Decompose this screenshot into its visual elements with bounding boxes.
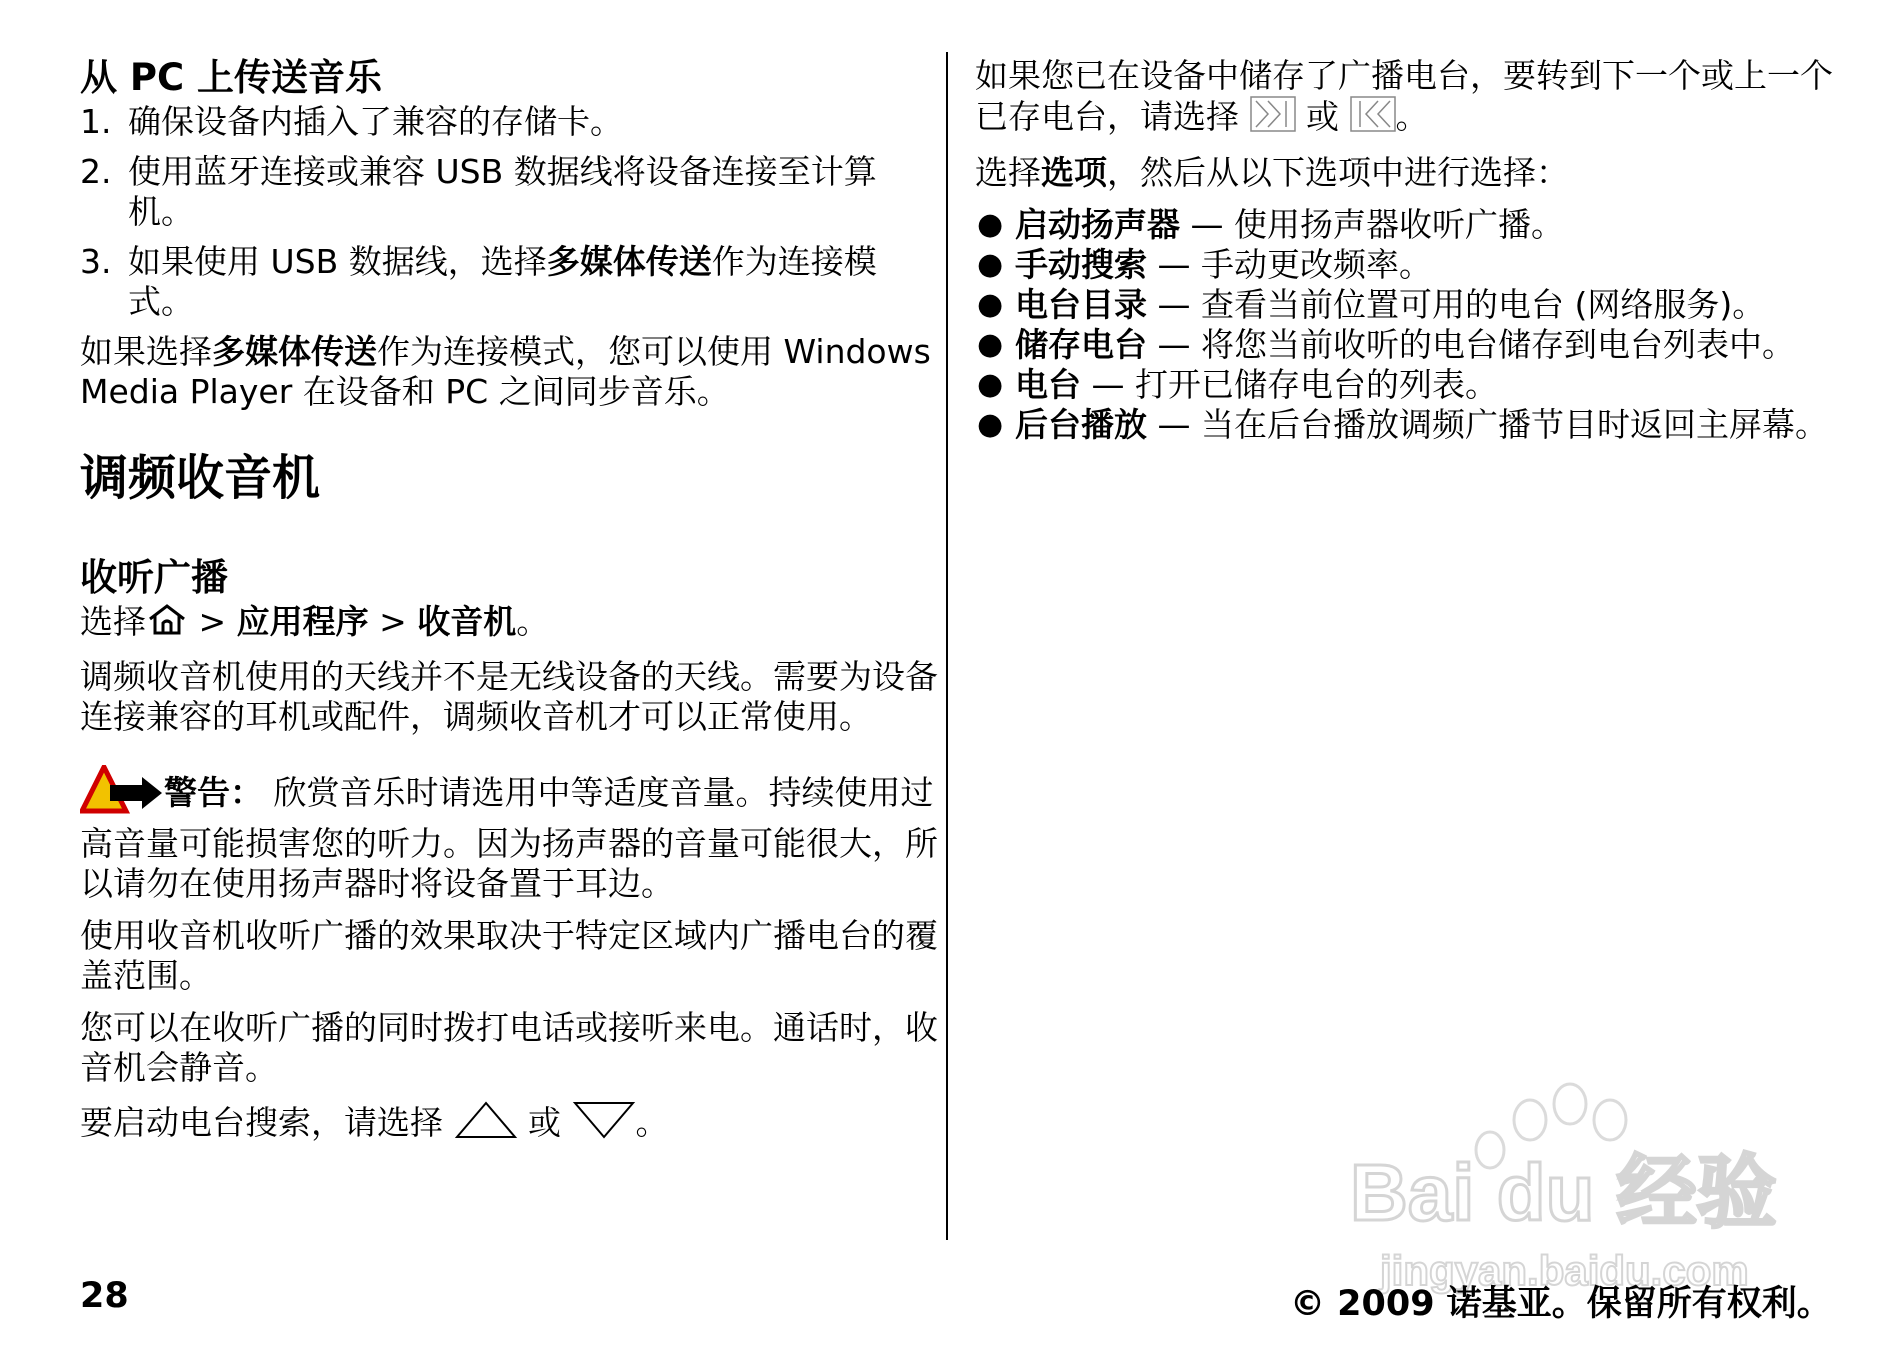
option-station-directory: ● 电台目录 — 查看当前位置可用的电台 (网络服务)。 [977,285,1766,324]
steps-list [80,102,940,322]
svg-text:jingyan.baidu.com: jingyan.baidu.com [1380,1247,1749,1294]
calls-paragraph: 您可以在收听广播的同时拨打电话或接听来电。通话时，收音机会静音。 [80,1008,938,1087]
triangle-up-icon [454,1100,518,1149]
skip-back-icon [1350,96,1396,141]
home-icon [146,602,188,645]
nav-path: 选择 > 应用程序 > 收音机。 [80,602,940,645]
step-1: 1. 确保设备内插入了兼容的存储卡。 [80,102,623,141]
section-title-transfer: 从 PC 上传送音乐 [80,56,383,99]
option-stations: ● 电台 — 打开已储存电台的列表。 [977,365,1498,404]
subsection-title-listen: 收听广播 [80,556,228,599]
stations-paragraph: 如果您已在设备中储存了广播电台，要转到下一个或上一个已存电台，请选择 或 。 [975,56,1835,141]
coverage-paragraph: 使用收音机收听广播的效果取决于特定区域内广播电台的覆盖范围。 [80,916,938,995]
right-column [975,56,1835,445]
antenna-paragraph: 调频收音机使用的天线并不是无线设备的天线。需要为设备连接兼容的耳机或配件，调频收音机才可以正常使用。 [80,657,938,736]
triangle-down-icon [572,1100,636,1149]
option-speaker: ● 启动扬声器 — 使用扬声器收听广播。 [977,205,1564,244]
svg-text:Bai du 经验: Bai du 经验 [1350,1148,1777,1237]
options-intro: 选择选项，然后从以下选项中进行选择： [975,153,1569,192]
option-save-station: ● 储存电台 — 将您当前收听的电台储存到电台列表中。 [977,325,1795,364]
options-list [975,205,1835,445]
skip-forward-icon [1250,96,1296,141]
step-2: 2. 使用蓝牙连接或兼容 USB 数据线将设备连接至计算机。 [80,152,877,231]
search-paragraph: 要启动电台搜索，请选择 或 。 [80,1100,940,1149]
warning-icon [80,765,164,824]
copyright: © 2009 诺基亚。保留所有权利。 [1290,1284,1832,1324]
sync-paragraph: 如果选择多媒体传送作为连接模式，您可以使用 Windows Media Player 在设备和 PC 之间同步音乐。 [80,332,931,411]
section-title-fm-radio: 调频收音机 [80,450,321,506]
option-manual-search: ● 手动搜索 — 手动更改频率。 [977,245,1432,284]
left-column [80,56,940,1161]
warning-paragraph: 警告： 欣赏音乐时请选用中等适度音量。持续使用过高音量可能损害您的听力。因为扬声器的音量可能很大，所以请勿在使用扬声器时将设备置于耳边。 [80,759,940,904]
baidu-watermark [1340,1080,1800,1300]
option-background-play: ● 后台播放 — 当在后台播放调频广播节目时返回主屏幕。 [977,405,1828,444]
step-3: 3. 如果使用 USB 数据线，选择多媒体传送作为连接模式。 [80,242,877,321]
page-number: 28 [80,1276,129,1316]
column-divider [946,52,948,1240]
